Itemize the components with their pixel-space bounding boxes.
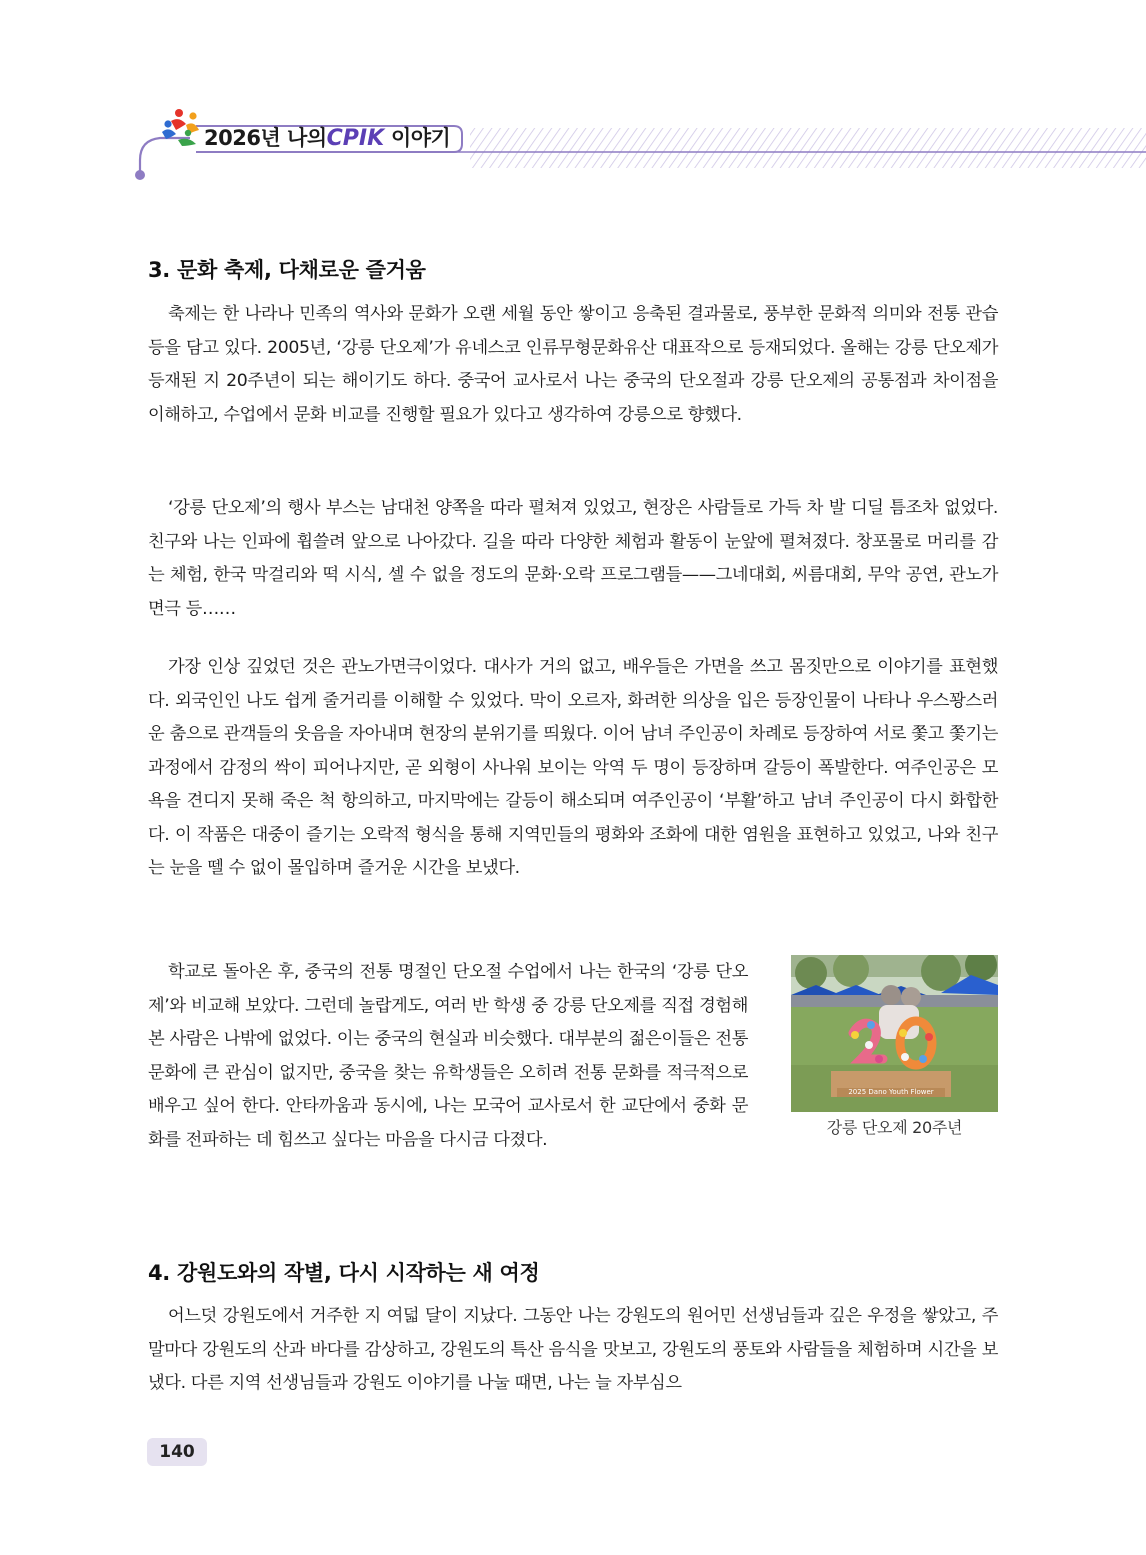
header-title-suffix: 이야기 xyxy=(390,126,451,150)
figure-caption: 강릉 단오제 20주년 xyxy=(826,1118,963,1137)
page-number: 140 xyxy=(147,1438,207,1466)
header-title xyxy=(204,121,450,155)
header-title-prefix: 2026년 나의 xyxy=(204,126,327,150)
header-brand: CPIK xyxy=(326,126,385,151)
page-header xyxy=(0,0,1146,200)
body-paragraph: 가장 인상 깊었던 것은 관노가면극이었다. 대사가 거의 없고, 배우들은 가면을 쓰고 몸짓만으로 이야기를 표현했다. 외국인인 나도 쉽게 줄거리를 이해할 수 있었다. 막이 오르자, 화려한 의상을 입은 등장인물이 나타나 우스꽝스러운 춤으로 관객들의 웃음을 자아내며 현장의 분위기를 띄웠다. 이어 남녀 주인공이 차례로 등장하여 서로 쫓고 쫓기는 과정에서 감정의 싹이 피어나지만, 곧 외형이 사나워 보이는 악역 두 명이 등장하며 갈등이 폭발한다. 여주인공은 모욕을 견디지 못해 죽은 척 항의하고, 마지막에는 갈등이 해소되며 여주인공이 ‘부활’하고 남녀 주인공이 다시 화합한다. 이 작품은 대중이 즐기는 오락적 형식을 통해 지역민들의 평화와 조화에 대한 염원을 표현하고 있었고, 나와 친구는 눈을 뗄 수 없이 몰입하며 즐거운 시간을 보냈다. xyxy=(148,657,998,878)
body-paragraph: 학교로 돌아온 후, 중국의 전통 명절인 단오절 수업에서 나는 한국의 ‘강릉 단오제’와 비교해 보았다. 그런데 놀랍게도, 여러 반 학생 중 강릉 단오제를 직접 경험해 본 사람은 나밖에 없었다. 이는 중국의 현실과 비슷했다. 대부분의 젊은이들은 전통 문화에 큰 관심이 없지만, 중국을 찾는 유학생들은 오히려 전통 문화를 적극적으로 배우고 싶어 한다. 안타까움과 동시에, 나는 모국어 교사로서 한 교단에서 중화 문화를 전파하는 데 힘쓰고 싶다는 마음을 다시금 다졌다. xyxy=(148,962,748,1150)
header-decoration xyxy=(0,0,1146,200)
section-heading: 3. 문화 축제, 다채로운 즐거움 xyxy=(148,258,426,282)
festival-photo xyxy=(791,955,998,1112)
people-logo-icon xyxy=(162,109,199,146)
body-paragraph: ‘강릉 단오제’의 행사 부스는 남대천 양쪽을 따라 펼쳐져 있었고, 현장은 사람들로 가득 차 발 디딜 틈조차 없었다. 친구와 나는 인파에 휩쓸려 앞으로 나아갔다. 길을 따라 다양한 체험과 활동이 눈앞에 펼쳐졌다. 창포물로 머리를 감는 체험, 한국 막걸리와 떡 시식, 셀 수 없을 정도의 문화·오락 프로그램들——그네대회, 씨름대회, 무악 공연, 관노가면극 등…… xyxy=(148,498,998,619)
body-paragraph: 축제는 한 나라나 민족의 역사와 문화가 오랜 세월 동안 쌓이고 응축된 결과물로, 풍부한 문화적 의미와 전통 관습 등을 담고 있다. 2005년, ‘강릉 단오제’가 유네스코 인류무형문화유산 대표작으로 등재되었다. 올해는 강릉 단오제가 등재된 지 20주년이 되는 해이기도 하다. 중국어 교사로서 나는 중국의 단오절과 강릉 단오제의 공통점과 차이점을 이해하고, 수업에서 문화 비교를 진행할 필요가 있다고 생각하여 강릉으로 향했다. xyxy=(148,304,998,425)
body-paragraph: 어느덧 강원도에서 거주한 지 여덟 달이 지났다. 그동안 나는 강원도의 원어민 선생님들과 깊은 우정을 쌓았고, 주말마다 강원도의 산과 바다를 감상하고, 강원도의 특산 음식을 맛보고, 강원도의 풍토와 사람들을 체험하며 시간을 보냈다. 다른 지역 선생님들과 강원도 이야기를 나눌 때면, 나는 늘 자부심으 xyxy=(148,1306,998,1393)
photo-sign-text: 2025 Dano Youth Flower xyxy=(848,1088,934,1096)
section-heading: 4. 강원도와의 작별, 다시 시작하는 새 여정 xyxy=(148,1261,540,1285)
